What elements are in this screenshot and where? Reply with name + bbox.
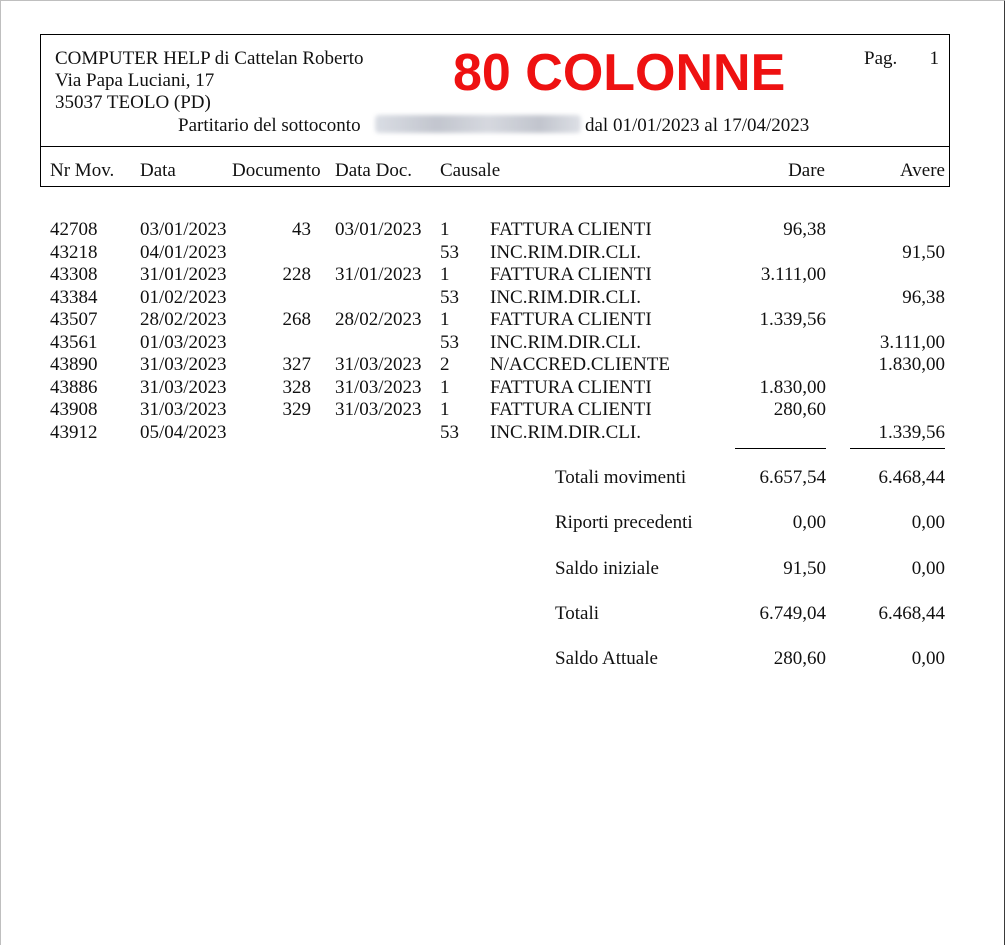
table-row xyxy=(0,219,1005,241)
row-causale-code: 1 xyxy=(440,399,450,420)
totals-label: Totali xyxy=(555,602,600,624)
table-row xyxy=(0,287,1005,309)
row-causale-code: 1 xyxy=(440,309,450,330)
row-causale-code: 1 xyxy=(440,376,450,398)
row-documento: 228 xyxy=(282,264,311,285)
row-nr-mov: 43886 xyxy=(50,376,98,398)
totals-label: Riporti precedenti xyxy=(555,512,693,534)
row-causale-code: 53 xyxy=(440,286,459,308)
row-causale: INC.RIM.DIR.CLI. xyxy=(490,421,641,443)
row-data: 03/01/2023 xyxy=(140,219,227,240)
table-row xyxy=(0,399,1005,421)
totals-dare: 91,50 xyxy=(783,557,826,579)
row-avere: 91,50 xyxy=(902,241,945,263)
row-causale-code: 53 xyxy=(440,241,459,263)
table-row xyxy=(0,332,1005,354)
col-data-doc: Data Doc. xyxy=(335,160,413,181)
row-avere: 1.830,00 xyxy=(878,354,945,375)
row-causale: FATTURA CLIENTI xyxy=(490,399,652,420)
row-causale: INC.RIM.DIR.CLI. xyxy=(490,286,641,308)
totals-row xyxy=(0,603,1005,625)
row-causale-code: 1 xyxy=(440,264,450,285)
totals-dare: 6.657,54 xyxy=(759,467,826,488)
row-causale: INC.RIM.DIR.CLI. xyxy=(490,331,641,353)
row-data-doc: 03/01/2023 xyxy=(335,219,422,240)
row-documento: 327 xyxy=(282,354,311,375)
row-dare: 1.830,00 xyxy=(759,376,826,398)
totals-row xyxy=(0,648,1005,670)
totals-avere: 0,00 xyxy=(911,557,945,579)
row-data: 31/03/2023 xyxy=(140,354,227,375)
row-data: 05/04/2023 xyxy=(140,421,227,443)
row-causale: FATTURA CLIENTI xyxy=(490,309,652,330)
row-data-doc: 31/03/2023 xyxy=(335,399,422,420)
totals-dare: 6.749,04 xyxy=(759,602,826,624)
row-data-doc: 28/02/2023 xyxy=(335,309,422,330)
row-documento: 43 xyxy=(292,219,311,240)
col-documento: Documento xyxy=(232,160,321,181)
row-nr-mov: 43561 xyxy=(50,331,98,353)
avere-total-rule xyxy=(850,448,945,449)
row-data: 31/01/2023 xyxy=(140,264,227,285)
totals-avere: 0,00 xyxy=(911,512,945,534)
totals-row xyxy=(0,558,1005,580)
row-avere: 96,38 xyxy=(902,286,945,308)
page-number: 1 xyxy=(929,48,939,69)
totals-row xyxy=(0,467,1005,489)
header-divider xyxy=(41,146,949,147)
row-dare: 3.111,00 xyxy=(760,264,826,285)
col-dare: Dare xyxy=(788,160,825,181)
table-row xyxy=(0,377,1005,399)
totals-dare: 280,60 xyxy=(773,648,826,670)
col-avere: Avere xyxy=(899,160,945,181)
totals-label: Saldo Attuale xyxy=(555,648,658,670)
row-avere: 3.111,00 xyxy=(879,331,945,353)
col-causale: Causale xyxy=(440,160,501,181)
row-causale: FATTURA CLIENTI xyxy=(490,264,652,285)
row-dare: 280,60 xyxy=(773,399,826,420)
row-nr-mov: 43908 xyxy=(50,399,98,420)
row-nr-mov: 42708 xyxy=(50,219,98,240)
row-causale: FATTURA CLIENTI xyxy=(490,376,652,398)
dare-total-rule xyxy=(735,448,826,449)
row-nr-mov: 43384 xyxy=(50,286,98,308)
table-row xyxy=(0,422,1005,444)
company-city: 35037 TEOLO (PD) xyxy=(55,92,211,113)
row-data: 31/03/2023 xyxy=(140,399,227,420)
table-row xyxy=(0,264,1005,286)
totals-avere: 6.468,44 xyxy=(878,602,945,624)
row-causale: N/ACCRED.CLIENTE xyxy=(490,354,670,375)
row-documento: 329 xyxy=(282,399,311,420)
row-nr-mov: 43890 xyxy=(50,354,98,375)
row-causale-code: 53 xyxy=(440,331,459,353)
row-dare: 96,38 xyxy=(783,219,826,240)
report-period: dal 01/01/2023 al 17/04/2023 xyxy=(585,115,810,136)
table-row xyxy=(0,354,1005,376)
totals-label: Totali movimenti xyxy=(555,467,687,488)
col-nr-mov: Nr Mov. xyxy=(50,160,115,181)
report-header xyxy=(40,34,950,187)
company-name: COMPUTER HELP di Cattelan Roberto xyxy=(55,48,364,69)
row-avere: 1.339,56 xyxy=(878,421,945,443)
totals-dare: 0,00 xyxy=(792,512,826,534)
row-data: 01/03/2023 xyxy=(140,331,227,353)
overlay-title: 80 COLONNE xyxy=(453,44,786,102)
row-nr-mov: 43912 xyxy=(50,421,98,443)
row-causale: INC.RIM.DIR.CLI. xyxy=(490,241,641,263)
row-causale: FATTURA CLIENTI xyxy=(490,219,652,240)
row-documento: 268 xyxy=(282,309,311,330)
page-label: Pag. xyxy=(864,48,898,69)
row-documento: 328 xyxy=(282,376,311,398)
row-data-doc: 31/03/2023 xyxy=(335,354,422,375)
row-nr-mov: 43308 xyxy=(50,264,98,285)
row-data-doc: 31/03/2023 xyxy=(335,376,422,398)
row-dare: 1.339,56 xyxy=(759,309,826,330)
row-data: 01/02/2023 xyxy=(140,286,227,308)
col-data: Data xyxy=(140,160,176,181)
totals-avere: 0,00 xyxy=(911,648,945,670)
row-data-doc: 31/01/2023 xyxy=(335,264,422,285)
row-nr-mov: 43218 xyxy=(50,241,98,263)
redacted-account xyxy=(375,115,581,133)
row-nr-mov: 43507 xyxy=(50,309,98,330)
row-causale-code: 1 xyxy=(440,219,450,240)
row-data: 28/02/2023 xyxy=(140,309,227,330)
totals-label: Saldo iniziale xyxy=(555,557,659,579)
totals-avere: 6.468,44 xyxy=(878,467,945,488)
totals-row xyxy=(0,512,1005,534)
company-address: Via Papa Luciani, 17 xyxy=(55,70,215,91)
table-row xyxy=(0,242,1005,264)
report-prefix: Partitario del sottoconto xyxy=(178,115,361,136)
row-causale-code: 53 xyxy=(440,421,459,443)
row-data: 31/03/2023 xyxy=(140,376,227,398)
row-data: 04/01/2023 xyxy=(140,241,227,263)
table-row xyxy=(0,309,1005,331)
row-causale-code: 2 xyxy=(440,354,450,375)
